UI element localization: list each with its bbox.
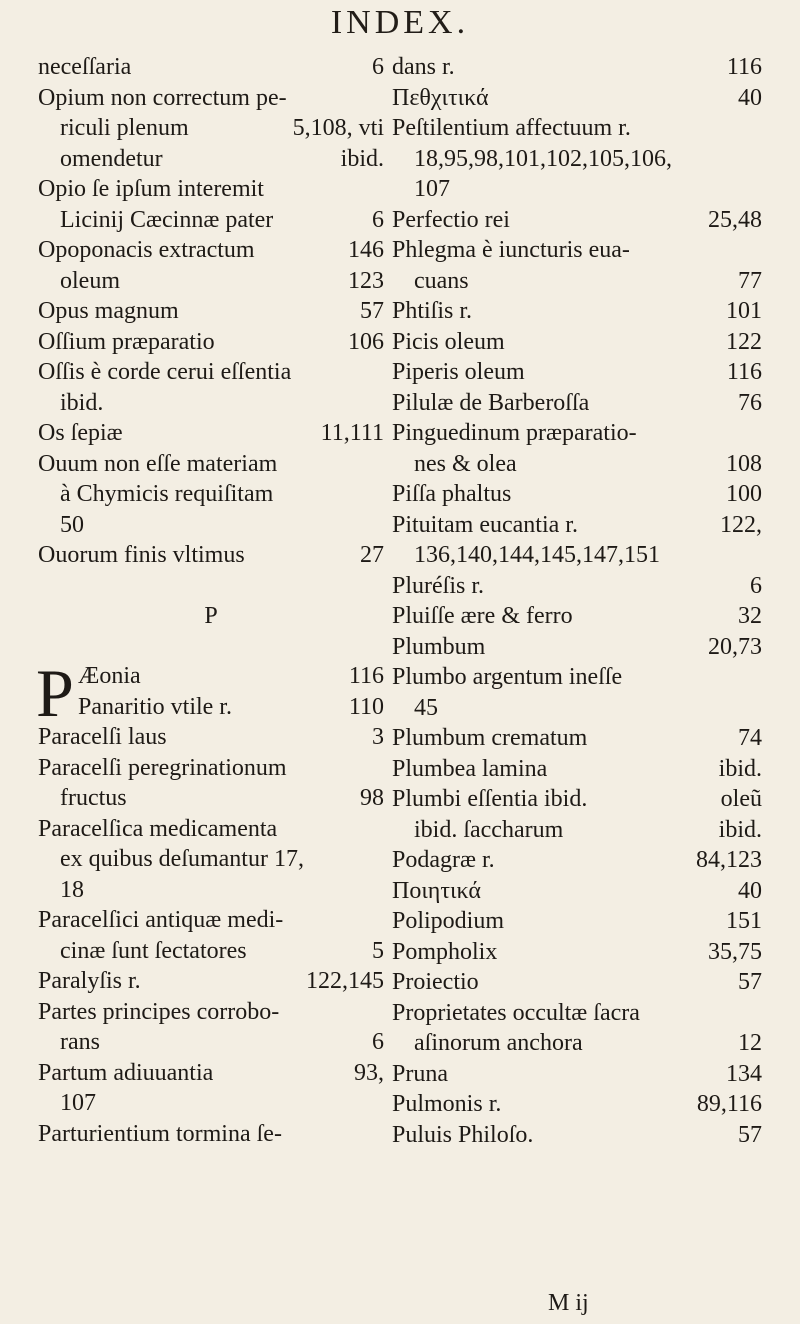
entry-text: 18,95,98,101,102,105,106, [414, 145, 672, 172]
entry-text: Opio ſe ipſum interemit [38, 176, 264, 202]
index-entry [392, 723, 762, 754]
entry-number: 108 [726, 450, 762, 477]
page-header: INDEX. [330, 4, 470, 41]
entry-number: 6 [372, 54, 384, 80]
index-entry [392, 113, 762, 205]
index-entry [392, 662, 762, 723]
entry-number: 6 [372, 1029, 384, 1055]
entry-text: Piſſa phaltus [392, 481, 512, 507]
entry-line [38, 144, 384, 175]
index-entry [392, 784, 762, 845]
entry-number: 122,145 [306, 968, 384, 994]
entry-text: Plumbum [392, 633, 486, 660]
entry-number: 20,73 [708, 633, 762, 660]
index-entry [392, 327, 762, 358]
entry-line [38, 844, 384, 875]
entry-text: Phtiſis r. [392, 298, 473, 324]
index-entry [38, 722, 384, 753]
entry-text: rans [60, 1029, 100, 1055]
entry-text: Oſſium præparatio [38, 328, 215, 355]
entry-text: Paracelſi laus [38, 724, 167, 750]
entry-line [38, 783, 384, 814]
entry-text: Plumbi eſſentia ibid. [392, 786, 588, 812]
entry-number: 98 [360, 785, 384, 811]
entry-number: 122 [726, 328, 762, 355]
entry-line [392, 1059, 762, 1090]
entry-text: Oſſis è corde cerui eſſentia [38, 359, 292, 385]
entry-number: 77 [738, 267, 762, 294]
entry-line [392, 388, 762, 419]
entry-text: nes & olea [414, 450, 517, 477]
entry-text: Partes principes corrobo- [38, 998, 280, 1025]
signature-mark: M ij [548, 1290, 589, 1316]
index-entry [392, 205, 762, 236]
entry-line [392, 205, 762, 236]
entry-line [38, 1027, 384, 1058]
index-entry [38, 905, 384, 966]
entry-number: 123 [348, 267, 384, 294]
entry-line [392, 662, 762, 693]
index-entry [38, 997, 384, 1058]
entry-number: 32 [738, 603, 762, 629]
entry-text: oleum [60, 267, 120, 294]
index-entry [38, 1058, 384, 1119]
entry-line [78, 661, 384, 692]
entry-text: Perfectio rei [392, 206, 510, 233]
entry-line [38, 449, 384, 480]
entry-text: Pruna [392, 1060, 448, 1087]
entry-line [392, 784, 762, 815]
entry-number: 11,111 [320, 420, 384, 446]
index-entry [392, 876, 762, 907]
entry-line [392, 449, 762, 480]
entry-number: 5 [372, 937, 384, 964]
entry-line [392, 83, 762, 114]
entry-line [38, 205, 384, 236]
entry-number: 93, [354, 1059, 384, 1086]
entry-number: 146 [348, 237, 384, 263]
entry-text: Licinij Cæcinnæ pater [60, 206, 274, 233]
dropcap-entry [36, 655, 384, 731]
entry-line [392, 174, 762, 205]
index-entry [392, 52, 762, 83]
entry-text: Πεθχιτικά [392, 84, 489, 111]
entry-number: 89,116 [696, 1091, 762, 1117]
entry-number: 57 [738, 1121, 762, 1148]
entry-line [38, 83, 384, 114]
index-entry [38, 966, 384, 997]
entry-text: Pituitam eucantia r. [392, 511, 578, 538]
index-entry [38, 540, 384, 571]
entry-line [78, 692, 384, 723]
entry-text: fructus [60, 785, 127, 811]
entry-line [38, 1088, 384, 1119]
index-entry [38, 418, 384, 449]
entry-text: Ouum non eſſe materiam [38, 450, 278, 477]
entry-line [392, 571, 762, 602]
entry-line [38, 966, 384, 997]
entry-text: Opus magnum [38, 298, 179, 324]
entry-line [392, 479, 762, 510]
entry-text: Parturientium tormina ſe- [38, 1120, 282, 1147]
entry-text: Pluréſis r. [392, 572, 485, 599]
entry-line [38, 936, 384, 967]
entry-number: 101 [726, 298, 762, 324]
index-entry [392, 845, 762, 876]
index-entry [392, 388, 762, 419]
entry-number: 110 [348, 693, 384, 720]
entry-number: 35,75 [708, 938, 762, 965]
entry-line [38, 814, 384, 845]
entry-number: 122, [720, 511, 762, 538]
entry-line [38, 388, 384, 419]
entry-number: 134 [726, 1060, 762, 1087]
index-entry [392, 296, 762, 327]
index-entry [38, 52, 384, 83]
index-entry [392, 1059, 762, 1090]
entry-line [392, 723, 762, 754]
entry-line [392, 540, 762, 571]
entry-line [38, 540, 384, 571]
entry-number: 25,48 [708, 206, 762, 233]
dropcap: P [36, 655, 74, 731]
entry-number: 40 [738, 877, 762, 904]
entry-text: Paralyſis r. [38, 968, 141, 994]
entry-line [38, 479, 384, 510]
entry-text: Plumbea lamina [392, 755, 548, 782]
entry-line [392, 327, 762, 358]
entry-text: Æonia [78, 663, 141, 689]
entry-number: 106 [348, 328, 384, 355]
index-entry [38, 327, 384, 358]
entry-number: ibid. [340, 145, 384, 172]
entry-text: Opium non correctum pe- [38, 84, 287, 111]
entry-number: 5,108, vti [292, 115, 384, 141]
entry-number: 76 [738, 389, 762, 416]
index-entry [38, 1119, 384, 1150]
entry-number: 3 [372, 724, 384, 750]
entry-text: 45 [414, 694, 438, 721]
entry-line [38, 418, 384, 449]
entry-number: 74 [738, 725, 762, 751]
entry-line [392, 1028, 762, 1059]
entry-line [38, 235, 384, 266]
entry-line [392, 815, 762, 846]
index-entry [392, 1120, 762, 1151]
entry-line [38, 52, 384, 83]
entry-line [392, 357, 762, 388]
entry-line [38, 905, 384, 936]
entry-line [38, 722, 384, 753]
entry-text: neceſſaria [38, 54, 132, 80]
entry-line [392, 906, 762, 937]
entry-text: Picis oleum [392, 328, 505, 355]
index-entry [38, 357, 384, 418]
entry-line [38, 174, 384, 205]
entry-number: 116 [348, 663, 384, 689]
entry-text: cinæ ſunt ſectatores [60, 937, 247, 964]
entry-text: dans r. [392, 54, 455, 80]
entry-text: Paracelſi peregrinationum [38, 754, 287, 781]
index-entry [392, 1089, 762, 1120]
entry-line [38, 327, 384, 358]
entry-text: Pilulæ de Barberoſſa [392, 389, 590, 416]
entry-number: 116 [726, 359, 762, 385]
entry-text: cuans [414, 267, 469, 294]
entry-text: Puluis Philoſo. [392, 1121, 534, 1148]
entry-line [392, 754, 762, 785]
entry-text: 107 [414, 176, 450, 202]
entry-text: Opoponacis extractum [38, 237, 255, 263]
entry-number: 12 [738, 1030, 762, 1056]
entry-line [392, 235, 762, 266]
entry-text: Plumbo argentum ineſſe [392, 664, 623, 690]
entry-number: 57 [360, 298, 384, 324]
entry-number: ibid. [718, 755, 762, 782]
index-entry [392, 632, 762, 663]
entry-number: 57 [738, 969, 762, 995]
index-entry [392, 601, 762, 632]
entry-text: Pompholix [392, 938, 498, 965]
entry-text: Podagræ r. [392, 847, 495, 873]
entry-line [392, 693, 762, 724]
entry-text: Pulmonis r. [392, 1091, 502, 1117]
entry-number: 84,123 [696, 847, 762, 873]
entry-line [38, 1058, 384, 1089]
entry-text: aſinorum anchora [414, 1030, 583, 1056]
entry-text: Os ſepiæ [38, 420, 123, 446]
entry-text: Peſtilentium affectuum r. [392, 115, 631, 141]
index-entry [392, 83, 762, 114]
entry-number: 6 [372, 206, 384, 233]
index-entry [38, 753, 384, 814]
entry-text: Proprietates occultæ ſacra [392, 999, 640, 1026]
index-entry [392, 937, 762, 968]
entry-number: 6 [750, 572, 762, 599]
index-entry [38, 174, 384, 235]
entry-text: omendetur [60, 145, 163, 172]
entry-text: Polipodium [392, 908, 505, 934]
entry-text: 50 [60, 511, 84, 538]
entry-text: ibid. ſaccharum [414, 816, 564, 843]
entry-number: ibid. [718, 816, 762, 843]
entry-line [38, 997, 384, 1028]
entry-line [38, 1119, 384, 1150]
index-entry [392, 754, 762, 785]
entry-number: 100 [726, 481, 762, 507]
index-entry [392, 357, 762, 388]
entry-line [392, 296, 762, 327]
left-column [38, 52, 384, 1149]
entry-line [38, 296, 384, 327]
index-entry [392, 235, 762, 296]
entry-text: Pinguedinum præparatio- [392, 420, 637, 446]
entry-line [38, 510, 384, 541]
entry-line [392, 113, 762, 144]
entry-number: 40 [738, 84, 762, 111]
entry-line [392, 1120, 762, 1151]
entry-text: Paracelſici antiquæ medi- [38, 907, 284, 933]
entry-text: ex quibus deſumantur 17, [60, 846, 304, 872]
entry-line [38, 875, 384, 906]
entry-text: 136,140,144,145,147,151 [414, 542, 660, 568]
entry-text: Piperis oleum [392, 359, 525, 385]
entry-text: 107 [60, 1090, 96, 1116]
entry-line [392, 876, 762, 907]
index-entry [38, 235, 384, 296]
entry-number: 116 [726, 54, 762, 80]
entry-line [38, 266, 384, 297]
entry-text: Ποιητικά [392, 877, 481, 904]
section-letter: P [204, 602, 218, 629]
entry-number: oleũ [720, 786, 762, 812]
entry-line [38, 113, 384, 144]
entry-line [392, 418, 762, 449]
index-entry [392, 479, 762, 510]
index-entry [392, 906, 762, 937]
entry-line [392, 52, 762, 83]
entry-text: Phlegma è iuncturis eua- [392, 237, 630, 263]
index-entry [392, 998, 762, 1059]
entry-number: 151 [726, 908, 762, 934]
index-entry [392, 418, 762, 479]
entry-text: Pluiſſe ære & ferro [392, 603, 573, 629]
entry-text: riculi plenum [60, 115, 189, 141]
entry-line [392, 144, 762, 175]
entry-line [392, 1089, 762, 1120]
entry-line [392, 510, 762, 541]
index-entry [38, 296, 384, 327]
entry-text: Plumbum crematum [392, 725, 588, 751]
entry-text: Panaritio vtile r. [78, 693, 232, 720]
entry-text: 18 [60, 876, 84, 903]
index-entry [392, 510, 762, 571]
entry-line [392, 266, 762, 297]
entry-line [392, 998, 762, 1029]
index-entry [392, 571, 762, 602]
index-entry [392, 967, 762, 998]
entry-line [392, 937, 762, 968]
entry-text: Paracelſica medicamenta [38, 815, 278, 842]
entry-line [392, 632, 762, 663]
entry-text: Partum adiuuantia [38, 1059, 214, 1086]
entry-line [38, 357, 384, 388]
entry-line [392, 845, 762, 876]
entry-line [392, 601, 762, 632]
entry-text: Proiectio [392, 969, 479, 995]
entry-line [392, 967, 762, 998]
entry-text: à Chymicis requiſitam [60, 481, 274, 507]
index-entry [38, 83, 384, 175]
index-entry [38, 449, 384, 541]
right-column [392, 52, 762, 1150]
entry-text: ibid. [60, 389, 104, 416]
entry-line [38, 753, 384, 784]
entry-number: 27 [360, 542, 384, 568]
index-entry [38, 814, 384, 906]
entry-text: Ouorum finis vltimus [38, 542, 245, 568]
